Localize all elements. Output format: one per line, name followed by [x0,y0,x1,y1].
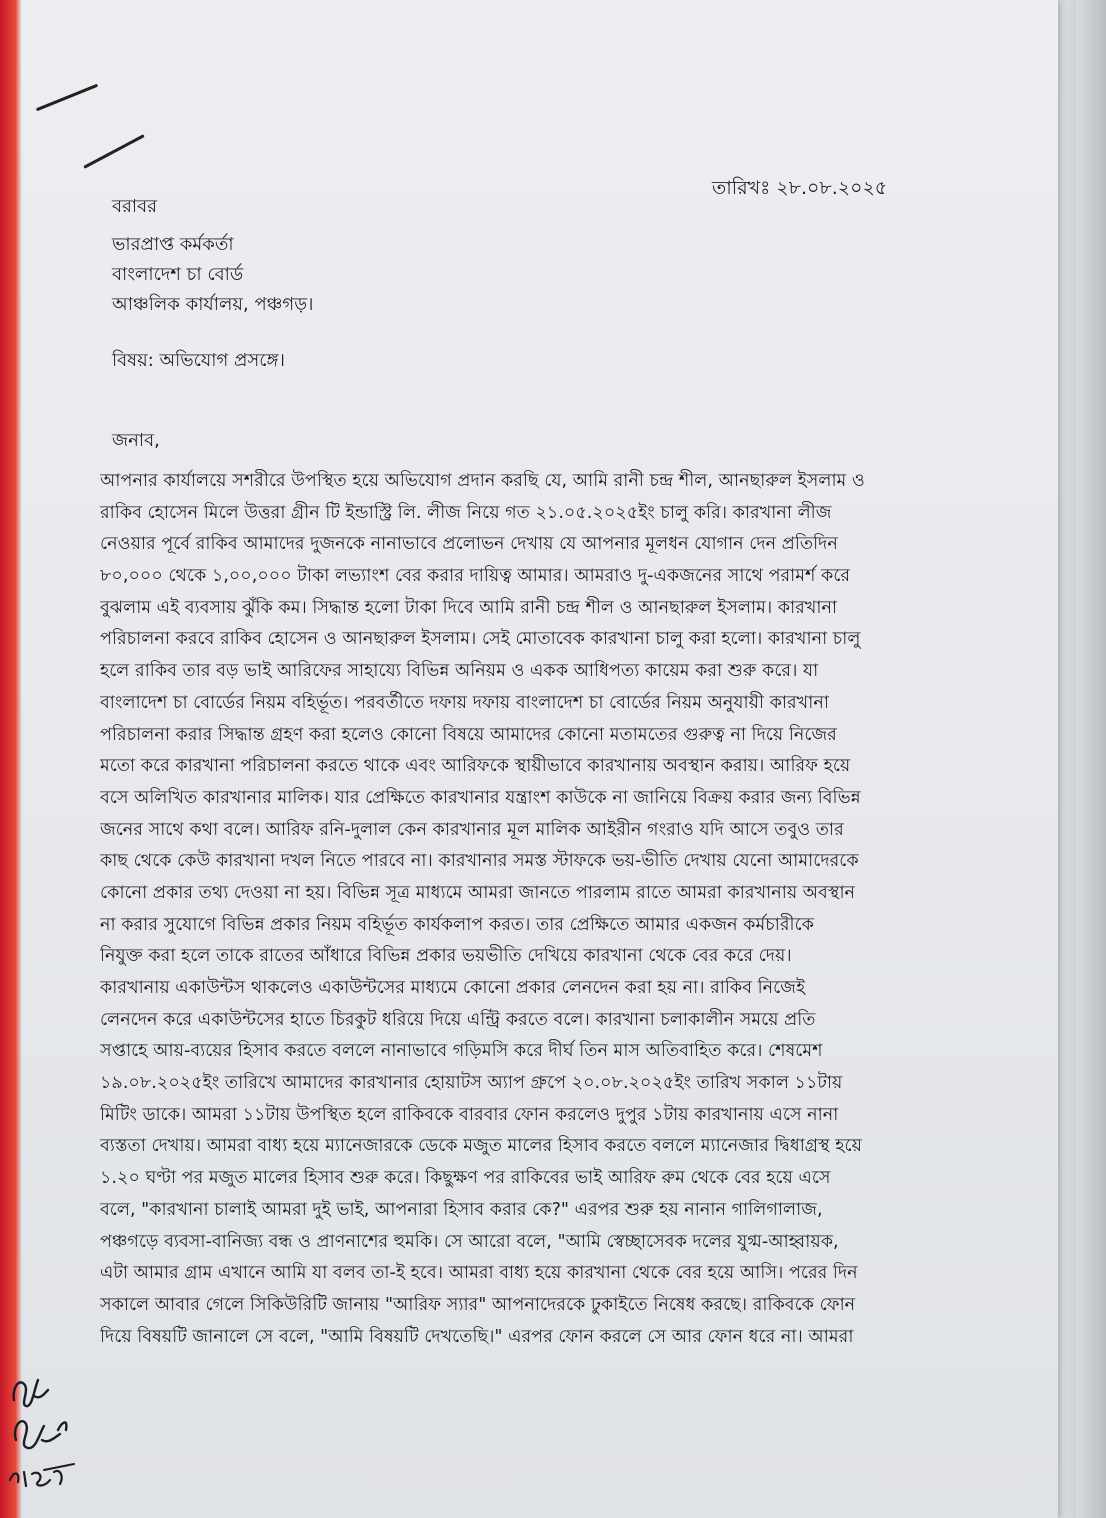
body-line: বসে অলিখিত কারখানার মালিক। যার প্রেক্ষিতে কারখানার যন্ত্রাংশ কাউকে না জানিয়ে বিক্রয় করার জন্য বিভিন্ন [100,787,861,808]
body-line: এটা আমার গ্রাম এখানে আমি যা বলব তা-ই হবে। আমরা বাধ্য হয়ে কারখানা থেকে বের হয়ে আসি। পরের দিন [100,1263,858,1284]
body-line: সকালে আবার গেলে সিকিউরিটি জানায় "আরিফ স্যার" আপনাদেরকে ঢুকাইতে নিষেধ করছে। রাকিবকে ফোন [100,1294,856,1315]
address-designation: ভারপ্রাপ্ত কর্মকর্তা [112,234,234,255]
body-line: বুঝলাম এই ব্যবসায় ঝুঁকি কম। সিদ্ধান্ত হলো টাকা দিবে আমি রানী চন্দ্র শীল ও আনছারুল ইসলাম। কারখানা [100,597,838,618]
body-line: জনের সাথে কথা বলে। আরিফ রনি-দুলাল কেন কারখানার মূল মালিক আইরীন গংরাও যদি আসে তবুও তার [100,819,844,840]
body-line: বলে, "কারখানা চালাই আমরা দুই ভাই, আপনারা হিসাব করার কে?" এরপর শুরু হয় নানান গালিগালাজ, [100,1199,823,1220]
body-line: নিযুক্ত করা হলে তাকে রাতের আঁধারে বিভিন্ন প্রকার ভয়ভীতি দেখিয়ে কারখানা থেকে বের করে দেয়। [100,946,792,967]
body-line: দিয়ে বিষয়টি জানালে সে বলে, "আমি বিষয়টি দেখতেছি।" এরপর ফোন করলে সে আর ফোন ধরে না। আমরা [100,1326,854,1347]
body-line: নেওয়ার পূর্বে রাকিব আমাদের দুজনকে নানাভাবে প্রলোভন দেখায় যে আপনার মূলধন যোগান দেন প্রতিদিন [100,534,838,555]
background-cloth [0,0,22,1518]
body-line: না করার সুযোগে বিভিন্ন প্রকার নিয়ম বহির্ভূত কার্যকলাপ করত। তার প্রেক্ষিতে আমার একজন কর্মচারীকে [100,914,814,935]
pen-mark [83,134,144,169]
body-line: পঞ্চগড়ে ব্যবসা-বানিজ্য বন্ধ ও প্রাণনাশের হুমকি। সে আরো বলে, "আমি স্বেচ্ছাসেবক দলের যুগ্ম-আহ্বায়ক, [100,1231,839,1252]
body-line: লেনদেন করে একাউন্টসের হাতে চিরকুট ধরিয়ে দিয়ে এন্ট্রি করতে বলে। কারখানা চলাকালীন সময়ে প্রতি [100,1009,816,1030]
body-line: ১.২০ ঘণ্টা পর মজুত মালের হিসাব শুরু করে। কিছুক্ষণ পর রাকিবের ভাই আরিফ রুম থেকে বের হয়ে এসে [100,1168,831,1189]
recipient-address [112,192,314,320]
pen-mark [36,84,98,112]
address-organization: বাংলাদেশ চা বোর্ড [112,264,244,285]
body-line: রাকিব হোসেন মিলে উত্তরা গ্রীন টি ইন্ডাস্ট্রি লি. লীজ নিয়ে গত ২১.০৫.২০২৫ইং চালু করি। কারখানা লীজ [100,502,832,523]
body-line: কোনো প্রকার তথ্য দেওয়া না হয়। বিভিন্ন সূত্র মাধ্যমে আমরা জানতে পারলাম রাতে আমরা কারখানায় অবস্থান [100,882,856,903]
body-line: মিটিং ডাকে। আমরা ১১টায় উপস্থিত হলে রাকিবকে বারবার ফোন করলেও দুপুর ১টায় কারখানায় এসে নানা [100,1104,839,1125]
body-line: কাছ থেকে কেউ কারখানা দখল নিতে পারবে না। কারখানার সমস্ত স্টাফকে ভয়-ভীতি দেখায় যেনো আমাদেরকে [100,851,859,872]
letter-date: তারিখঃ ২৮.০৮.২০২৫ [712,177,888,199]
body-line: আপনার কার্যালয়ে সশরীরে উপস্থিত হয়ে অভিযোগ প্রদান করছি যে, আমি রানী চন্দ্র শীল, আনছারুল ইসলাম ও [100,471,865,491]
body-line: ৮০,০০০ থেকে ১,০০,০০০ টাকা লভ্যাংশ বের করার দায়িত্ব আমার। আমরাও দু-একজনের সাথে পরামর্শ করে [100,566,851,587]
letter-body [100,466,1030,1353]
body-line: কারখানায় একাউন্টস থাকলেও একাউন্টসের মাধ্যমে কোনো প্রকার লেনদেন করা হয় না। রাকিব নিজেই [100,978,806,998]
body-line: হলে রাকিব তার বড় ভাই আরিফের সাহায্যে বিভিন্ন অনিয়ম ও একক আধিপত্য কায়েম করা শুরু করে। যা [100,661,819,682]
body-line: সপ্তাহে আয়-ব্যয়ের হিসাব করতে বললে নানাভাবে গড়িমসি করে দীর্ঘ তিন মাস অতিবাহিত করে। শেষমেশ [100,1041,823,1062]
body-line: পরিচালনা করার সিদ্ধান্ত গ্রহণ করা হলেও কোনো বিষয়ে আমাদের কোনো মতামতের গুরুত্ব না দিয়ে নিজের [100,724,837,745]
address-to: বরাবর [112,196,158,217]
body-line: ১৯.০৮.২০২৫ইং তারিখে আমাদের কারখানার হোয়াটস অ্যাপ গ্রুপে ২০.০৮.২০২৫ইং তারিখ সকাল ১১টায় [100,1073,843,1094]
body-line: ব্যস্ততা দেখায়। আমরা বাধ্য হয়ে ম্যানেজারকে ডেকে মজুত মালের হিসাব করতে বললে ম্যানেজার দ্বিধাগ্রস্থ হয়ে [100,1136,862,1157]
paper-sheet [1076,0,1106,1518]
handwritten-signature-icon [4,1360,100,1510]
letter-subject: বিষয়: অভিযোগ প্রসঙ্গে। [112,350,285,371]
body-line: বাংলাদেশ চা বোর্ডের নিয়ম বহির্ভূত। পরবর্তীতে দফায় দফায় বাংলাদেশ চা বোর্ডের নিয়ম অনুযায়ী কারখানা [100,692,829,713]
body-line: পরিচালনা করবে রাকিব হোসেন ও আনছারুল ইসলাম। সেই মোতাবেক কারখানা চালু করা হলো। কারখানা চালু [100,629,861,650]
address-office: আঞ্চলিক কার্যালয়, পঞ্চগড়। [112,294,314,315]
body-line: মতো করে কারখানা পরিচালনা করতে থাকে এবং আরিফকে স্থায়ীভাবে কারখানায় অবস্থান করায়। আরিফ হয়ে [100,756,851,777]
letter-salutation: জনাব, [112,430,160,451]
